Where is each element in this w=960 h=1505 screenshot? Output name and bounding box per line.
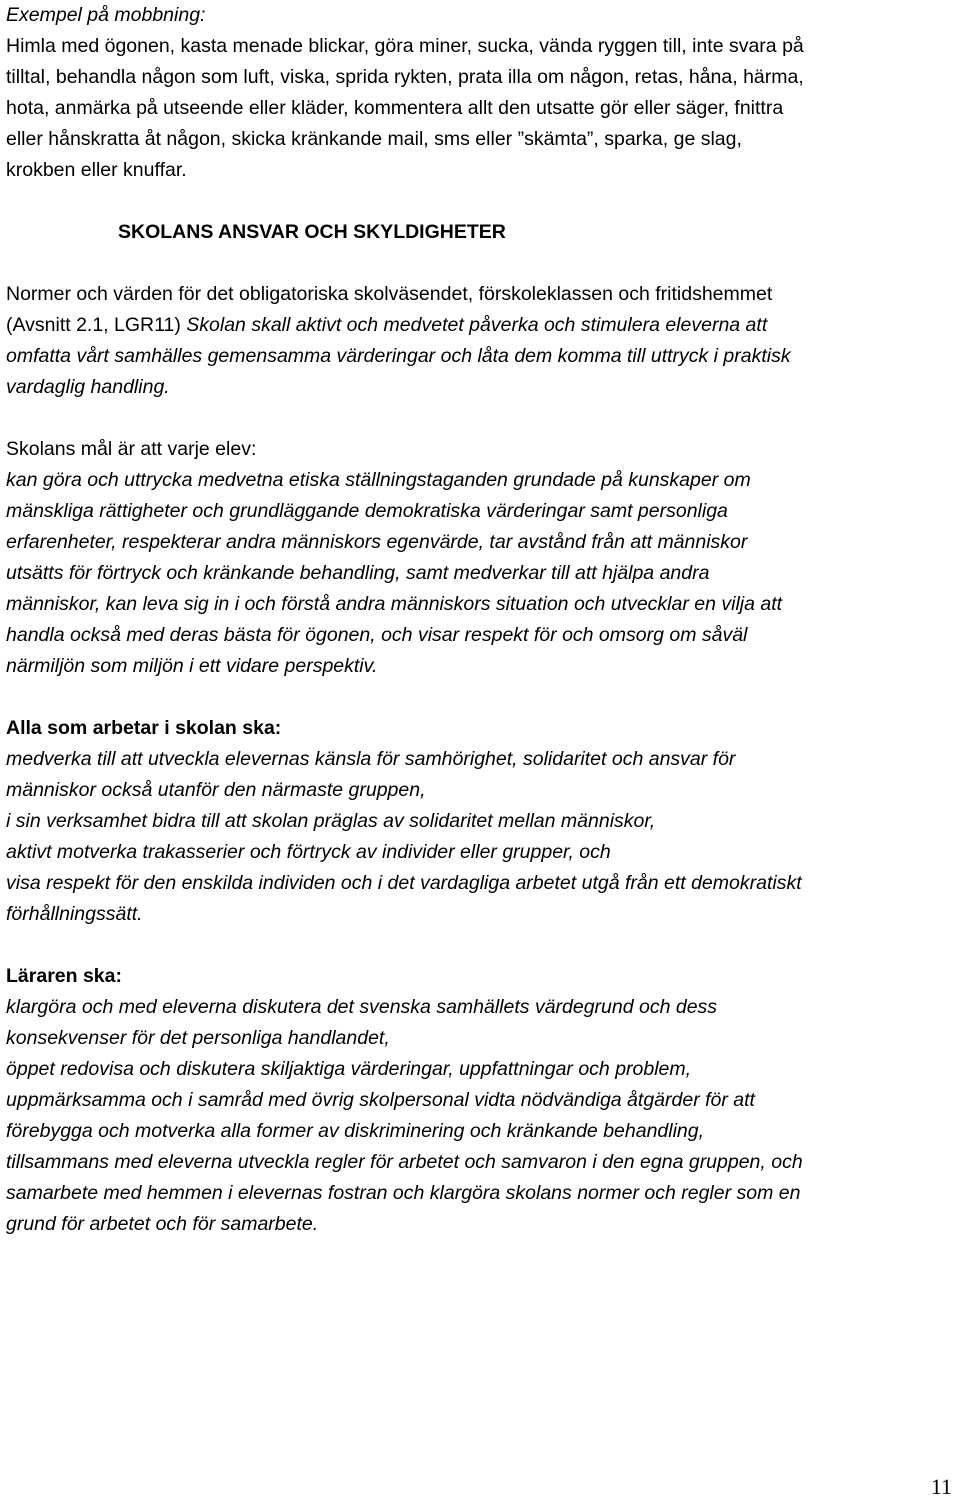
teacher-line: tillsammans med eleverna utveckla regler för arbetet och samvaron i den egna gruppen, och bbox=[6, 1151, 803, 1173]
all-staff-line: visa respekt för den enskilda individen och i det vardagliga arbetet utgå från ett demokratiskt bbox=[6, 872, 802, 894]
all-staff-line: medverka till att utveckla elevernas känsla för samhörighet, solidaritet och ansvar för bbox=[6, 748, 736, 770]
teacher-line: klargöra och med eleverna diskutera det svenska samhällets värdegrund och dess bbox=[6, 996, 718, 1018]
goals-line: utsätts för förtryck och kränkande behandling, samt medverkar till att hjälpa andra bbox=[6, 562, 710, 584]
goals-line: mänskliga rättigheter och grundläggande demokratiska värderingar samt personliga bbox=[6, 500, 728, 522]
norms-section bbox=[6, 279, 954, 403]
bullying-examples-line: hota, anmärka på utseende eller kläder, kommentera allt den utsatte gör eller säger, fnittra bbox=[6, 97, 784, 119]
all-staff-section bbox=[6, 713, 954, 930]
norms-line bbox=[6, 310, 954, 341]
section-title: SKOLANS ANSVAR OCH SKYLDIGHETER bbox=[118, 221, 506, 243]
bullying-examples-line: eller hånskratta åt någon, skicka kränkande mail, sms eller ”skämta”, sparka, ge slag, bbox=[6, 128, 742, 150]
teacher-line: samarbete med hemmen i elevernas fostran och klargöra skolans normer och regler som en bbox=[6, 1182, 801, 1204]
teacher-section bbox=[6, 961, 954, 1240]
bullying-examples-line: Himla med ögonen, kasta menade blickar, göra miner, sucka, vända ryggen till, inte svara på bbox=[6, 35, 804, 57]
bullying-examples-line: tilltal, behandla någon som luft, viska, sprida rykten, prata illa om någon, retas, håna, härma, bbox=[6, 66, 804, 88]
all-staff-heading: Alla som arbetar i skolan ska: bbox=[6, 717, 282, 739]
goals-line: erfarenheter, respekterar andra människors egenvärde, tar avstånd från att människor bbox=[6, 531, 748, 553]
teacher-line: grund för arbetet och för samarbete. bbox=[6, 1213, 319, 1235]
document-page bbox=[6, 0, 954, 1240]
goals-line: människor, kan leva sig in i och förstå andra människors situation och utvecklar en vilja att bbox=[6, 593, 783, 615]
page-number: 11 bbox=[930, 1474, 952, 1499]
bullying-examples-heading: Exempel på mobbning: bbox=[6, 4, 206, 26]
teacher-line: konsekvenser för det personliga handlandet, bbox=[6, 1027, 390, 1049]
goals-section bbox=[6, 434, 954, 682]
all-staff-line: förhållningssätt. bbox=[6, 903, 143, 925]
goals-line: handla också med deras bästa för ögonen, och visar respekt för och omsorg om såväl bbox=[6, 624, 748, 646]
all-staff-line: människor också utanför den närmaste gruppen, bbox=[6, 779, 426, 801]
goals-heading: Skolans mål är att varje elev: bbox=[6, 438, 257, 460]
teacher-line: öppet redovisa och diskutera skiljaktiga värderingar, uppfattningar och problem, bbox=[6, 1058, 692, 1080]
all-staff-line: aktivt motverka trakasserier och förtryck av individer eller grupper, och bbox=[6, 841, 611, 863]
norms-quote-line: omfatta vårt samhälles gemensamma värderingar och låta dem komma till uttryck i praktisk bbox=[6, 345, 791, 367]
teacher-line: uppmärksamma och i samråd med övrig skolpersonal vidta nödvändiga åtgärder för att bbox=[6, 1089, 755, 1111]
norms-reference: (Avsnitt 2.1, LGR11) bbox=[6, 314, 187, 336]
goals-line: närmiljön som miljön i ett vidare perspektiv. bbox=[6, 655, 378, 677]
goals-line: kan göra och uttrycka medvetna etiska ställningstaganden grundade på kunskaper om bbox=[6, 469, 751, 491]
bullying-examples-line: krokben eller knuffar. bbox=[6, 159, 187, 181]
teacher-heading: Läraren ska: bbox=[6, 965, 122, 987]
bullying-examples-section bbox=[6, 0, 954, 186]
teacher-line: förebygga och motverka alla former av diskriminering och kränkande behandling, bbox=[6, 1120, 705, 1142]
norms-quote-line: vardaglig handling. bbox=[6, 376, 170, 398]
norms-quote: Skolan skall aktivt och medvetet påverka och stimulera eleverna att bbox=[186, 314, 768, 336]
norms-line: Normer och värden för det obligatoriska skolväsendet, förskoleklassen och fritidshemmet bbox=[6, 283, 773, 305]
all-staff-line: i sin verksamhet bidra till att skolan präglas av solidaritet mellan människor, bbox=[6, 810, 656, 832]
